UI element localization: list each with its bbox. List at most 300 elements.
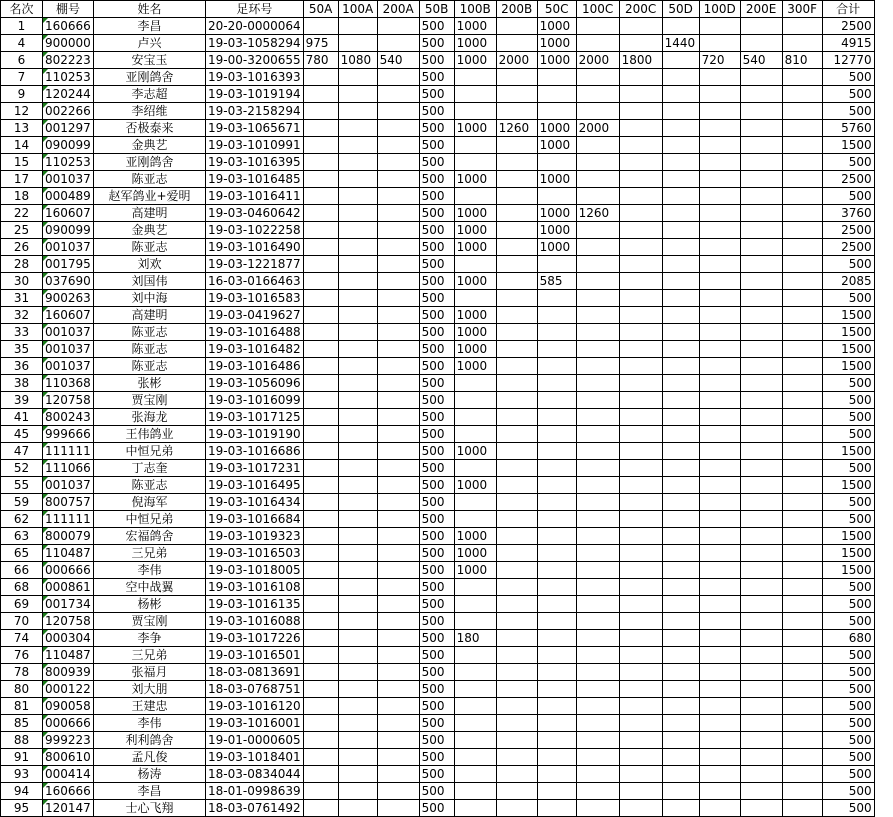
cell-c50[interactable] bbox=[537, 732, 576, 749]
cell-a50[interactable] bbox=[303, 171, 338, 188]
cell-c100[interactable] bbox=[576, 494, 619, 511]
cell-rank[interactable]: 70 bbox=[1, 613, 43, 630]
cell-shed[interactable]: 110253 bbox=[43, 69, 94, 86]
cell-e200[interactable] bbox=[740, 375, 782, 392]
cell-a100[interactable] bbox=[338, 426, 377, 443]
cell-c50[interactable]: 1000 bbox=[537, 205, 576, 222]
cell-d50[interactable] bbox=[662, 358, 699, 375]
cell-f300[interactable] bbox=[782, 409, 822, 426]
cell-b200[interactable] bbox=[496, 596, 537, 613]
cell-shed[interactable]: 110487 bbox=[43, 647, 94, 664]
cell-f300[interactable] bbox=[782, 69, 822, 86]
cell-d100[interactable] bbox=[699, 749, 740, 766]
cell-a100[interactable] bbox=[338, 545, 377, 562]
cell-e200[interactable] bbox=[740, 647, 782, 664]
cell-c50[interactable] bbox=[537, 613, 576, 630]
cell-shed[interactable]: 001037 bbox=[43, 171, 94, 188]
cell-ring[interactable]: 19-03-1016434 bbox=[206, 494, 304, 511]
cell-ring[interactable]: 19-03-1019190 bbox=[206, 426, 304, 443]
cell-shed[interactable]: 120244 bbox=[43, 86, 94, 103]
cell-e200[interactable] bbox=[740, 715, 782, 732]
cell-rank[interactable]: 80 bbox=[1, 681, 43, 698]
cell-total[interactable]: 2500 bbox=[822, 222, 874, 239]
cell-shed[interactable]: 001297 bbox=[43, 120, 94, 137]
cell-a50[interactable] bbox=[303, 579, 338, 596]
cell-rank[interactable]: 88 bbox=[1, 732, 43, 749]
cell-b100[interactable]: 1000 bbox=[454, 528, 496, 545]
cell-shed[interactable]: 000414 bbox=[43, 766, 94, 783]
cell-a200[interactable] bbox=[377, 766, 419, 783]
cell-c100[interactable] bbox=[576, 239, 619, 256]
column-header-100c[interactable]: 100C bbox=[576, 1, 619, 18]
cell-c100[interactable] bbox=[576, 596, 619, 613]
cell-total[interactable]: 2085 bbox=[822, 273, 874, 290]
column-header-300f[interactable]: 300F bbox=[782, 1, 822, 18]
cell-name[interactable]: 宏福鸽舍 bbox=[94, 528, 206, 545]
cell-a200[interactable] bbox=[377, 664, 419, 681]
cell-shed[interactable]: 110487 bbox=[43, 545, 94, 562]
cell-name[interactable]: 杨涛 bbox=[94, 766, 206, 783]
cell-b50[interactable]: 500 bbox=[419, 800, 454, 817]
cell-a50[interactable] bbox=[303, 647, 338, 664]
cell-c50[interactable] bbox=[537, 511, 576, 528]
column-header-50b[interactable]: 50B bbox=[419, 1, 454, 18]
cell-ring[interactable]: 19-03-1016395 bbox=[206, 154, 304, 171]
cell-f300[interactable] bbox=[782, 698, 822, 715]
cell-f300[interactable] bbox=[782, 443, 822, 460]
cell-a50[interactable] bbox=[303, 562, 338, 579]
cell-e200[interactable] bbox=[740, 324, 782, 341]
column-header-100a[interactable]: 100A bbox=[338, 1, 377, 18]
cell-e200[interactable] bbox=[740, 664, 782, 681]
cell-f300[interactable] bbox=[782, 171, 822, 188]
cell-b200[interactable] bbox=[496, 545, 537, 562]
cell-d50[interactable] bbox=[662, 562, 699, 579]
cell-a100[interactable] bbox=[338, 460, 377, 477]
cell-f300[interactable] bbox=[782, 630, 822, 647]
cell-d50[interactable] bbox=[662, 766, 699, 783]
cell-c200[interactable] bbox=[619, 120, 662, 137]
cell-e200[interactable] bbox=[740, 273, 782, 290]
cell-a100[interactable] bbox=[338, 256, 377, 273]
cell-c50[interactable] bbox=[537, 324, 576, 341]
cell-b200[interactable] bbox=[496, 273, 537, 290]
cell-a100[interactable] bbox=[338, 154, 377, 171]
cell-ring[interactable]: 19-03-1065671 bbox=[206, 120, 304, 137]
cell-name[interactable]: 赵军鸽业+爱明 bbox=[94, 188, 206, 205]
cell-c200[interactable] bbox=[619, 273, 662, 290]
cell-a50[interactable] bbox=[303, 545, 338, 562]
cell-ring[interactable]: 19-03-1016485 bbox=[206, 171, 304, 188]
cell-d50[interactable] bbox=[662, 698, 699, 715]
cell-b200[interactable] bbox=[496, 307, 537, 324]
cell-shed[interactable]: 111111 bbox=[43, 443, 94, 460]
cell-d100[interactable] bbox=[699, 205, 740, 222]
cell-shed[interactable]: 090058 bbox=[43, 698, 94, 715]
cell-a200[interactable] bbox=[377, 324, 419, 341]
cell-e200[interactable] bbox=[740, 698, 782, 715]
cell-d100[interactable]: 720 bbox=[699, 52, 740, 69]
cell-a50[interactable] bbox=[303, 103, 338, 120]
cell-a200[interactable] bbox=[377, 528, 419, 545]
cell-rank[interactable]: 4 bbox=[1, 35, 43, 52]
cell-b200[interactable] bbox=[496, 579, 537, 596]
cell-c50[interactable] bbox=[537, 154, 576, 171]
cell-d50[interactable] bbox=[662, 307, 699, 324]
cell-b50[interactable]: 500 bbox=[419, 222, 454, 239]
cell-d100[interactable] bbox=[699, 222, 740, 239]
cell-a50[interactable] bbox=[303, 375, 338, 392]
cell-b100[interactable] bbox=[454, 392, 496, 409]
cell-b50[interactable]: 500 bbox=[419, 273, 454, 290]
cell-total[interactable]: 1500 bbox=[822, 477, 874, 494]
column-header-50a[interactable]: 50A bbox=[303, 1, 338, 18]
cell-d100[interactable] bbox=[699, 290, 740, 307]
cell-d100[interactable] bbox=[699, 154, 740, 171]
cell-b200[interactable] bbox=[496, 630, 537, 647]
cell-rank[interactable]: 59 bbox=[1, 494, 43, 511]
cell-c100[interactable] bbox=[576, 171, 619, 188]
cell-rank[interactable]: 36 bbox=[1, 358, 43, 375]
cell-c200[interactable] bbox=[619, 596, 662, 613]
cell-f300[interactable] bbox=[782, 256, 822, 273]
cell-c200[interactable] bbox=[619, 35, 662, 52]
cell-shed[interactable]: 000489 bbox=[43, 188, 94, 205]
cell-d50[interactable] bbox=[662, 783, 699, 800]
cell-a100[interactable] bbox=[338, 188, 377, 205]
cell-f300[interactable] bbox=[782, 545, 822, 562]
cell-name[interactable]: 张福月 bbox=[94, 664, 206, 681]
cell-d100[interactable] bbox=[699, 392, 740, 409]
cell-c100[interactable] bbox=[576, 69, 619, 86]
cell-a100[interactable] bbox=[338, 239, 377, 256]
cell-ring[interactable]: 19-01-0000605 bbox=[206, 732, 304, 749]
cell-shed[interactable]: 999666 bbox=[43, 426, 94, 443]
cell-e200[interactable] bbox=[740, 256, 782, 273]
cell-b200[interactable] bbox=[496, 239, 537, 256]
cell-c100[interactable] bbox=[576, 256, 619, 273]
cell-d100[interactable] bbox=[699, 188, 740, 205]
cell-d50[interactable] bbox=[662, 613, 699, 630]
cell-b200[interactable] bbox=[496, 511, 537, 528]
cell-ring[interactable]: 19-03-1016684 bbox=[206, 511, 304, 528]
cell-shed[interactable]: 160607 bbox=[43, 307, 94, 324]
cell-d50[interactable] bbox=[662, 239, 699, 256]
cell-name[interactable]: 三兄弟 bbox=[94, 647, 206, 664]
cell-c50[interactable] bbox=[537, 800, 576, 817]
column-header-50c[interactable]: 50C bbox=[537, 1, 576, 18]
cell-a100[interactable] bbox=[338, 375, 377, 392]
cell-c100[interactable] bbox=[576, 783, 619, 800]
cell-a50[interactable] bbox=[303, 18, 338, 35]
cell-a50[interactable] bbox=[303, 120, 338, 137]
cell-b100[interactable]: 1000 bbox=[454, 171, 496, 188]
cell-b100[interactable] bbox=[454, 103, 496, 120]
cell-b200[interactable] bbox=[496, 443, 537, 460]
cell-e200[interactable] bbox=[740, 205, 782, 222]
cell-c200[interactable] bbox=[619, 698, 662, 715]
cell-f300[interactable] bbox=[782, 35, 822, 52]
cell-total[interactable]: 500 bbox=[822, 579, 874, 596]
cell-a200[interactable] bbox=[377, 460, 419, 477]
cell-f300[interactable] bbox=[782, 120, 822, 137]
cell-c200[interactable] bbox=[619, 511, 662, 528]
cell-a100[interactable] bbox=[338, 290, 377, 307]
cell-rank[interactable]: 55 bbox=[1, 477, 43, 494]
cell-a200[interactable] bbox=[377, 783, 419, 800]
cell-b100[interactable] bbox=[454, 375, 496, 392]
cell-c200[interactable] bbox=[619, 307, 662, 324]
cell-b200[interactable] bbox=[496, 103, 537, 120]
cell-b200[interactable] bbox=[496, 358, 537, 375]
cell-b200[interactable] bbox=[496, 766, 537, 783]
cell-c200[interactable] bbox=[619, 409, 662, 426]
cell-d100[interactable] bbox=[699, 698, 740, 715]
cell-ring[interactable]: 19-03-1016501 bbox=[206, 647, 304, 664]
cell-b200[interactable] bbox=[496, 715, 537, 732]
cell-b50[interactable]: 500 bbox=[419, 732, 454, 749]
cell-a200[interactable] bbox=[377, 18, 419, 35]
cell-c200[interactable] bbox=[619, 715, 662, 732]
cell-e200[interactable] bbox=[740, 86, 782, 103]
cell-shed[interactable]: 800610 bbox=[43, 749, 94, 766]
cell-c100[interactable] bbox=[576, 137, 619, 154]
cell-name[interactable]: 亚刚鸽舍 bbox=[94, 154, 206, 171]
cell-a200[interactable] bbox=[377, 715, 419, 732]
cell-rank[interactable]: 52 bbox=[1, 460, 43, 477]
cell-c200[interactable] bbox=[619, 579, 662, 596]
cell-c50[interactable] bbox=[537, 715, 576, 732]
cell-f300[interactable] bbox=[782, 103, 822, 120]
cell-d100[interactable] bbox=[699, 800, 740, 817]
cell-name[interactable]: 张海龙 bbox=[94, 409, 206, 426]
cell-a100[interactable] bbox=[338, 715, 377, 732]
cell-e200[interactable] bbox=[740, 188, 782, 205]
cell-b200[interactable] bbox=[496, 613, 537, 630]
cell-a100[interactable]: 1080 bbox=[338, 52, 377, 69]
cell-shed[interactable]: 090099 bbox=[43, 222, 94, 239]
cell-name[interactable]: 王建忠 bbox=[94, 698, 206, 715]
cell-b200[interactable] bbox=[496, 749, 537, 766]
cell-name[interactable]: 空中战翼 bbox=[94, 579, 206, 596]
cell-a200[interactable] bbox=[377, 137, 419, 154]
cell-b50[interactable]: 500 bbox=[419, 630, 454, 647]
cell-a50[interactable] bbox=[303, 205, 338, 222]
cell-total[interactable]: 3760 bbox=[822, 205, 874, 222]
cell-a50[interactable] bbox=[303, 715, 338, 732]
cell-rank[interactable]: 28 bbox=[1, 256, 43, 273]
cell-c200[interactable] bbox=[619, 460, 662, 477]
cell-rank[interactable]: 45 bbox=[1, 426, 43, 443]
cell-f300[interactable] bbox=[782, 188, 822, 205]
cell-c200[interactable] bbox=[619, 69, 662, 86]
cell-a200[interactable] bbox=[377, 341, 419, 358]
cell-e200[interactable] bbox=[740, 409, 782, 426]
cell-f300[interactable] bbox=[782, 749, 822, 766]
cell-c100[interactable] bbox=[576, 307, 619, 324]
cell-c100[interactable] bbox=[576, 392, 619, 409]
cell-d50[interactable] bbox=[662, 18, 699, 35]
cell-rank[interactable]: 25 bbox=[1, 222, 43, 239]
cell-total[interactable]: 500 bbox=[822, 783, 874, 800]
cell-rank[interactable]: 76 bbox=[1, 647, 43, 664]
cell-a100[interactable] bbox=[338, 579, 377, 596]
cell-b50[interactable]: 500 bbox=[419, 324, 454, 341]
cell-f300[interactable] bbox=[782, 273, 822, 290]
cell-a200[interactable] bbox=[377, 222, 419, 239]
cell-a200[interactable] bbox=[377, 392, 419, 409]
cell-e200[interactable] bbox=[740, 749, 782, 766]
cell-a100[interactable] bbox=[338, 103, 377, 120]
cell-rank[interactable]: 15 bbox=[1, 154, 43, 171]
cell-ring[interactable]: 19-03-1056096 bbox=[206, 375, 304, 392]
cell-ring[interactable]: 19-03-1016583 bbox=[206, 290, 304, 307]
cell-total[interactable]: 500 bbox=[822, 103, 874, 120]
cell-d50[interactable] bbox=[662, 800, 699, 817]
cell-a100[interactable] bbox=[338, 596, 377, 613]
column-header-200c[interactable]: 200C bbox=[619, 1, 662, 18]
cell-b100[interactable] bbox=[454, 69, 496, 86]
cell-e200[interactable] bbox=[740, 137, 782, 154]
cell-d100[interactable] bbox=[699, 103, 740, 120]
cell-a200[interactable] bbox=[377, 103, 419, 120]
cell-a100[interactable] bbox=[338, 341, 377, 358]
cell-a100[interactable] bbox=[338, 664, 377, 681]
cell-rank[interactable]: 31 bbox=[1, 290, 43, 307]
cell-shed[interactable]: 160666 bbox=[43, 783, 94, 800]
cell-c200[interactable] bbox=[619, 647, 662, 664]
cell-f300[interactable] bbox=[782, 800, 822, 817]
cell-c100[interactable] bbox=[576, 375, 619, 392]
cell-a200[interactable] bbox=[377, 630, 419, 647]
cell-d50[interactable] bbox=[662, 647, 699, 664]
cell-ring[interactable]: 19-03-1016411 bbox=[206, 188, 304, 205]
cell-rank[interactable]: 65 bbox=[1, 545, 43, 562]
cell-b50[interactable]: 500 bbox=[419, 409, 454, 426]
cell-total[interactable]: 500 bbox=[822, 613, 874, 630]
cell-c200[interactable] bbox=[619, 630, 662, 647]
cell-d100[interactable] bbox=[699, 409, 740, 426]
cell-a100[interactable] bbox=[338, 698, 377, 715]
cell-d50[interactable] bbox=[662, 460, 699, 477]
cell-e200[interactable] bbox=[740, 783, 782, 800]
cell-b100[interactable] bbox=[454, 256, 496, 273]
cell-c200[interactable] bbox=[619, 18, 662, 35]
cell-a200[interactable] bbox=[377, 562, 419, 579]
cell-e200[interactable] bbox=[740, 358, 782, 375]
cell-a50[interactable] bbox=[303, 409, 338, 426]
cell-d100[interactable] bbox=[699, 171, 740, 188]
cell-d100[interactable] bbox=[699, 358, 740, 375]
cell-c50[interactable]: 1000 bbox=[537, 120, 576, 137]
cell-name[interactable]: 刘大朋 bbox=[94, 681, 206, 698]
cell-e200[interactable] bbox=[740, 562, 782, 579]
cell-c200[interactable] bbox=[619, 681, 662, 698]
cell-b50[interactable]: 500 bbox=[419, 103, 454, 120]
cell-d100[interactable] bbox=[699, 579, 740, 596]
cell-total[interactable]: 500 bbox=[822, 69, 874, 86]
cell-e200[interactable] bbox=[740, 426, 782, 443]
cell-b100[interactable]: 1000 bbox=[454, 222, 496, 239]
cell-b50[interactable]: 500 bbox=[419, 290, 454, 307]
cell-d100[interactable] bbox=[699, 681, 740, 698]
cell-total[interactable]: 500 bbox=[822, 392, 874, 409]
cell-f300[interactable] bbox=[782, 647, 822, 664]
cell-b200[interactable] bbox=[496, 256, 537, 273]
cell-ring[interactable]: 19-00-3200655 bbox=[206, 52, 304, 69]
cell-b50[interactable]: 500 bbox=[419, 35, 454, 52]
cell-name[interactable]: 陈亚志 bbox=[94, 477, 206, 494]
cell-rank[interactable]: 94 bbox=[1, 783, 43, 800]
cell-c50[interactable] bbox=[537, 358, 576, 375]
cell-rank[interactable]: 17 bbox=[1, 171, 43, 188]
cell-b200[interactable] bbox=[496, 409, 537, 426]
cell-f300[interactable] bbox=[782, 18, 822, 35]
cell-d50[interactable] bbox=[662, 103, 699, 120]
cell-total[interactable]: 680 bbox=[822, 630, 874, 647]
cell-a50[interactable] bbox=[303, 426, 338, 443]
cell-d100[interactable] bbox=[699, 375, 740, 392]
cell-shed[interactable]: 120758 bbox=[43, 392, 94, 409]
cell-shed[interactable]: 002266 bbox=[43, 103, 94, 120]
cell-c100[interactable] bbox=[576, 103, 619, 120]
cell-ring[interactable]: 19-03-1016495 bbox=[206, 477, 304, 494]
cell-b100[interactable] bbox=[454, 749, 496, 766]
cell-a50[interactable] bbox=[303, 273, 338, 290]
cell-e200[interactable] bbox=[740, 290, 782, 307]
cell-total[interactable]: 2500 bbox=[822, 18, 874, 35]
cell-d100[interactable] bbox=[699, 341, 740, 358]
cell-f300[interactable] bbox=[782, 477, 822, 494]
cell-rank[interactable]: 78 bbox=[1, 664, 43, 681]
cell-a200[interactable] bbox=[377, 800, 419, 817]
cell-b100[interactable] bbox=[454, 137, 496, 154]
cell-a50[interactable] bbox=[303, 341, 338, 358]
cell-c100[interactable] bbox=[576, 715, 619, 732]
cell-shed[interactable]: 900000 bbox=[43, 35, 94, 52]
cell-ring[interactable]: 19-03-1016490 bbox=[206, 239, 304, 256]
cell-ring[interactable]: 19-03-1017125 bbox=[206, 409, 304, 426]
cell-a100[interactable] bbox=[338, 137, 377, 154]
cell-a50[interactable] bbox=[303, 307, 338, 324]
cell-c50[interactable]: 1000 bbox=[537, 35, 576, 52]
cell-a200[interactable] bbox=[377, 290, 419, 307]
cell-b200[interactable] bbox=[496, 290, 537, 307]
cell-d50[interactable] bbox=[662, 120, 699, 137]
cell-e200[interactable] bbox=[740, 681, 782, 698]
cell-b100[interactable] bbox=[454, 647, 496, 664]
cell-d100[interactable] bbox=[699, 35, 740, 52]
cell-d100[interactable] bbox=[699, 766, 740, 783]
cell-b50[interactable]: 500 bbox=[419, 154, 454, 171]
cell-rank[interactable]: 1 bbox=[1, 18, 43, 35]
cell-a50[interactable] bbox=[303, 392, 338, 409]
cell-f300[interactable] bbox=[782, 137, 822, 154]
cell-c200[interactable] bbox=[619, 256, 662, 273]
cell-a50[interactable] bbox=[303, 86, 338, 103]
cell-ring[interactable]: 19-03-1016488 bbox=[206, 324, 304, 341]
cell-b100[interactable] bbox=[454, 698, 496, 715]
cell-d50[interactable] bbox=[662, 579, 699, 596]
cell-a50[interactable] bbox=[303, 290, 338, 307]
cell-d100[interactable] bbox=[699, 562, 740, 579]
cell-f300[interactable] bbox=[782, 562, 822, 579]
cell-d50[interactable] bbox=[662, 52, 699, 69]
cell-b50[interactable]: 500 bbox=[419, 375, 454, 392]
cell-f300[interactable] bbox=[782, 290, 822, 307]
cell-rank[interactable]: 26 bbox=[1, 239, 43, 256]
cell-ring[interactable]: 19-03-1016088 bbox=[206, 613, 304, 630]
